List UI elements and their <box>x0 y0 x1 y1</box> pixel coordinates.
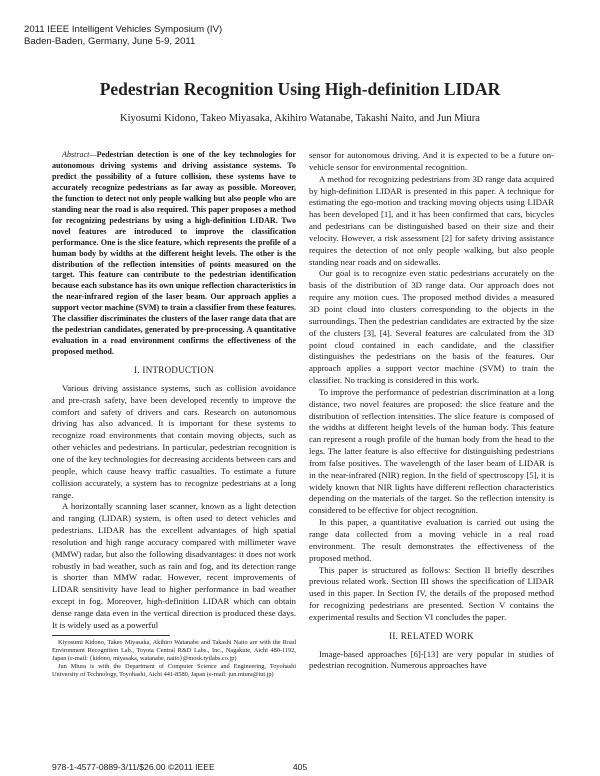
body-paragraph: To improve the performance of pedestrian discrimination at a long distance, two novel features are proposed: the slice feature and the distribution of reflection intensities. The slice feature is composed of the widths at different height levels of the human body. This feature can represent a rough profile of the human body from the head to the legs. The latter feature is also effective for distinguishing pedestrians from false positives. The wavelength of the laser beam of LIDAR is in the near-infrared (NIR) region. In the field of spectroscopy [5], it is widely known that NIR lights have different reflection characteristics depending on the materials of the target. So the reflection intensity is considered to be effective for object recognition. <box>309 386 554 516</box>
footnote-affiliation: Jun Miura is with the Department of Computer Science and Engineering, Toyohashi University of Technology, Toyohashi, Aichi 441-8580, Japan (e-mail: jun.miura@tut.jp) <box>52 663 296 679</box>
body-paragraph: sensor for autonomous driving. And it is expected to be a future on-vehicle sensor for environmental recognition. <box>309 150 554 172</box>
body-paragraph: Our goal is to recognize even static pedestrians accurately on the basis of the distribution of 3D range data. Our approach does not require any motion cues. The proposed method divides a measured 3D point cloud into clusters corresponding to the objects in the surroundings. Then the pedestrian candidates are extracted by the size of the clusters [3], [4]. Several features are calculated from the 3D point cloud contained in each candidate, and the classifier distinguishes the pedestrians on the basis of the features. Our approach applies a support vector machine (SVM) to train the classifier. No tracking is considered in this work. <box>309 268 554 386</box>
left-column <box>52 150 296 680</box>
conference-header <box>24 24 222 47</box>
conference-location: Baden-Baden, Germany, June 5-9, 2011 <box>24 35 196 47</box>
section-heading-related-work: II. RELATED WORK <box>389 630 474 641</box>
author-list: Kiyosumi Kidono, Takeo Miyasaka, Akihiro Watanabe, Takashi Naito, and Jun Miura <box>120 113 480 124</box>
footnote-block <box>52 639 296 680</box>
abstract-label: Abstract— <box>62 150 97 159</box>
body-paragraph: This paper is structured as follows: Section II briefly describes previous related work. Section III shows the specification of LIDAR used in this paper. In Section IV, the details of the proposed method for recognizing pedestrians are presented. Section V contains the experimental results and Section VI concludes the paper. <box>309 564 554 622</box>
body-paragraph: In this paper, a quantitative evaluation is carried out using the range data collected from a moving vehicle in a real road environment. The result demonstrates the effectiveness of the proposed method. <box>309 517 554 563</box>
paper-title: Pedestrian Recognition Using High-definition LIDAR <box>99 79 501 99</box>
section-heading-introduction: I. INTRODUCTION <box>134 365 214 376</box>
right-column <box>309 150 554 672</box>
footer-isbn: 978-1-4577-0889-3/11/$26.00 ©2011 IEEE <box>52 762 215 772</box>
abstract <box>52 150 296 358</box>
body-paragraph: A method for recognizing pedestrians from 3D range data acquired by high-definition LIDAR is presented in this paper. A technique for estimating the ego-motion and tracking moving objects using LIDAR has been developed [1], and it has been confirmed that cars, bicycles and pedestrians can be distinguished based on their size and their velocity. However, a risk assessment [2] for safety driving assistance requires the detection of not only people walking, but also people standing near roads and on sidewalks. <box>309 173 554 267</box>
conference-name: 2011 IEEE Intelligent Vehicles Symposium (IV) <box>24 24 223 35</box>
body-paragraph: Various driving assistance systems, such as collision avoidance and pre-crash safety, have been developed recently to improve the comfort and safety of drivers and cars. Research on autonomous driving has also advanced. It is important for these systems to recognize road environments that contain moving objects, such as other vehicles and pedestrians. In particular, pedestrian recognition is one of the key technologies for decreasing accidents between cars and people, which cause heavy traffic casualties. To estimate a future collision accurately, a system has to recognize pedestrians at a long range. <box>52 382 296 500</box>
footnote-affiliation: Kiyosumi Kidono, Takeo Miyasaka, Akihiro Watanabe and Takashi Naito are with the Road Environment Recognition Lab., Toyota Central R&D Labs., Inc., Nagakute, Aichi 480-1192, Japan (e-mail: {kidono, miyasaka, watanabe, naito}@mosk.tytlabs.co.jp) <box>52 638 296 663</box>
abstract-text: Pedestrian detection is one of the key technologies for autonomous driving systems and driving assistance systems. To predict the possibility of a future collision, these systems have to accurately recognize pedestrians as far away as possible. Moreover, the function to detect not only people walking but also people who are standing near the road is also required. This paper proposes a method for recognizing pedestrians by using a high-definition LIDAR. Two novel features are introduced to improve the classification performance. One is the slice feature, which represents the profile of a human body by widths at the different height levels. The other is the distribution of the reflection intensities of points measured on the target. This feature can contribute to the pedestrian identification because each substance has its own unique reflection characteristics in the near-infrared region of the laser beam. Our approach applies a support vector machine (SVM) to train a classifier from these features. The classifier discriminates the clusters of the laser range data that are the pedestrian candidates, generated by pre-processing. A quantitative evaluation in a road environment confirms the effectiveness of the proposed method. <box>52 150 296 357</box>
body-paragraph: A horizontally scanning laser scanner, known as a light detection and ranging (LIDAR) system, is often used to detect vehicles and pedestrians. LIDAR has the excellent advantages of high spatial resolution and high range accuracy compared with millimeter wave (MMW) radar, but also the following disadvantages: it does not work robustly in bad weather, such as rain and fog, and its detection range is shorter than MMW radar. However, recent improvements of LIDAR sensitivity have lead to higher performance in bad weather except in fog. Moreover, high-definition LIDAR which can obtain dense range data even in the vertical direction is produced these days. It is widely used as a powerful <box>52 501 296 630</box>
page-number: 405 <box>292 762 308 772</box>
body-paragraph: Image-based approaches [6]-[13] are very popular in studies of pedestrian recognition. Numerous approaches have <box>309 648 554 671</box>
footnote-divider <box>52 635 170 636</box>
